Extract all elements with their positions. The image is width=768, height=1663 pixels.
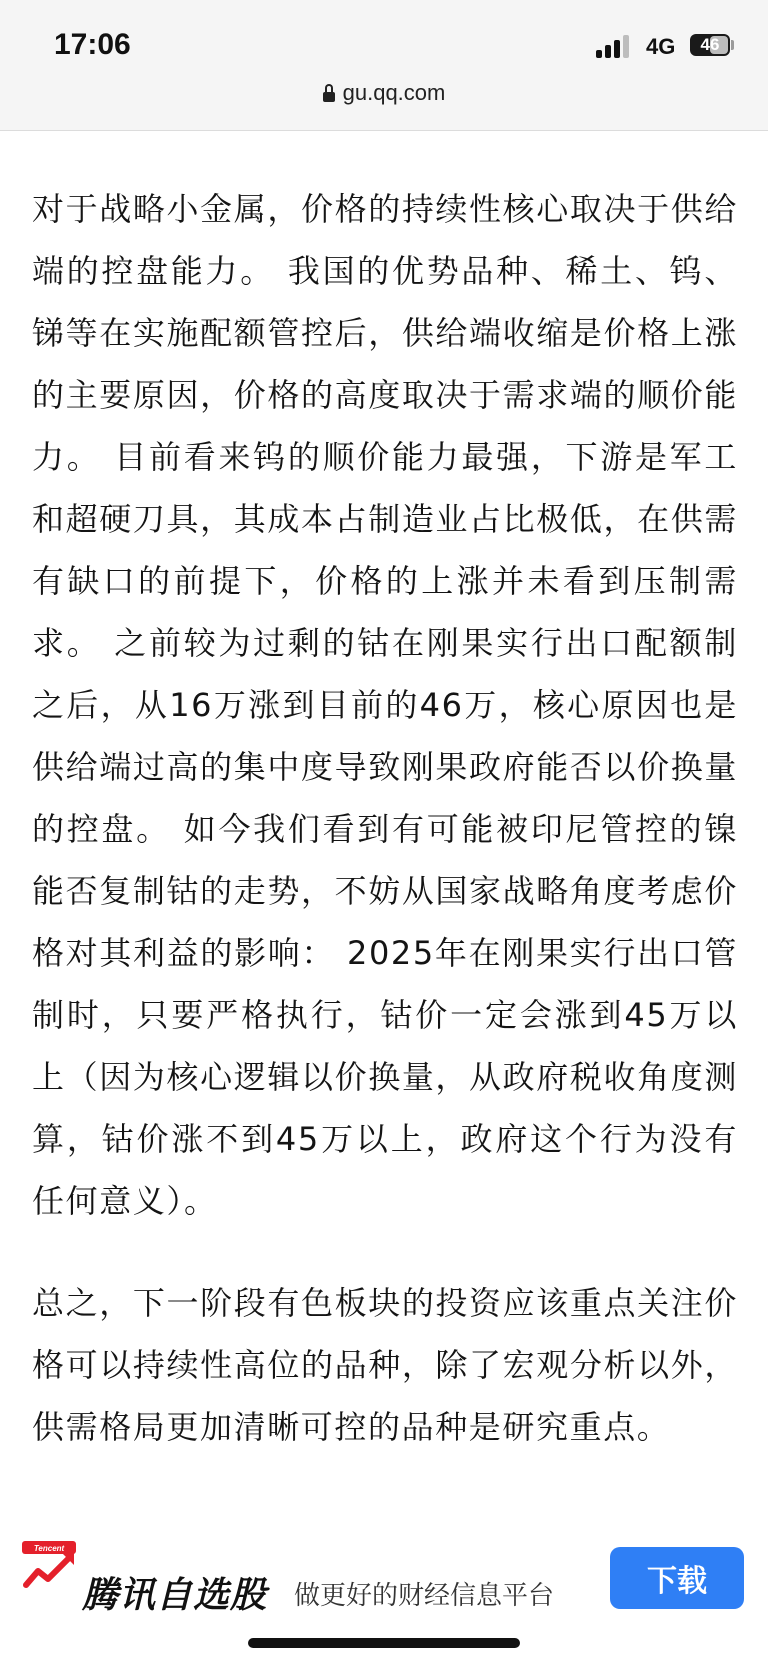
address-bar[interactable] [0, 80, 768, 106]
battery-cap [731, 40, 734, 50]
url-text: gu.qq.com [342, 80, 446, 105]
network-type: 4G [646, 34, 676, 59]
lock-icon [323, 86, 335, 102]
article-paragraph: 对于战略小金属，价格的持续性核心取决于供给端的控盘能力。 我国的优势品种、稀土、钨、锑等在实施配额管控后，供给端收缩是价格上涨的主要原因，价格的高度取决于需求端的顺价能力。 目前看来钨的顺价能力最强，下游是军工和超硬刀具，其成本占制造业占比极低，在供需有缺口的前提下，价格的上涨并未看到压制需求。 之前较为过剩的钴在刚果实行出口配额制之后，从16万涨到目前的46万，核心原因也是供给端过高的集中度导致刚果政府能否以价换量的控盘。 如今我们看到有可能被印尼管控的镍能否复制钴的走势，不妨从国家战略角度考虑价格对其利益的影响： 2025年在刚果实行出口管制时，只要严格执行，钴价一定会涨到45万以上（因为核心逻辑以价换量，从政府税收角度测算，钴价涨不到45万以上，政府这个行为没有任何意义）。 [32, 190, 738, 1220]
battery-level: 46 [700, 35, 720, 54]
logo-text: Tencent [33, 1544, 65, 1553]
app-slogan: 做更好的财经信息平台 [294, 1581, 555, 1611]
app-brand-name: 腾讯自选股 [82, 1575, 268, 1616]
status-time: 17:06 [54, 28, 131, 61]
signal-icon [596, 34, 636, 58]
battery-icon [690, 34, 730, 56]
download-button[interactable]: 下载 [610, 1547, 744, 1609]
tencent-stock-logo-icon [22, 1541, 76, 1591]
article-body [32, 178, 738, 1458]
status-bar [0, 0, 768, 131]
home-indicator[interactable] [248, 1638, 520, 1648]
article-paragraph: 总之，下一阶段有色板块的投资应该重点关注价格可以持续性高位的品种，除了宏观分析以外，供需格局更加清晰可控的品种是研究重点。 [32, 1284, 738, 1446]
